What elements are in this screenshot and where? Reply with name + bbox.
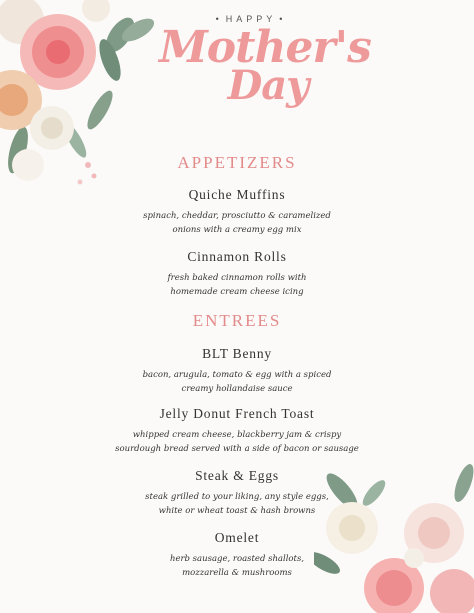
menu-item xyxy=(60,249,414,299)
menu-item-name: Quiche Muffins xyxy=(188,187,286,202)
menu-item xyxy=(60,530,414,580)
menu-item xyxy=(60,187,414,237)
menu-item-description: herb sausage, roasted shallots, xyxy=(169,554,305,564)
menu-item-description: creamy hollandaise sauce xyxy=(181,384,293,394)
header-happy-text: HAPPY xyxy=(225,14,277,24)
bullet-icon: • xyxy=(215,14,223,24)
header-title-line2: Day xyxy=(227,62,309,109)
menu-item-description: steak grilled to your liking, any style eggs, xyxy=(145,492,329,502)
menu-item-name: Jelly Donut French Toast xyxy=(159,406,315,421)
menu-item-name: Omelet xyxy=(214,530,260,545)
menu-header xyxy=(0,14,474,109)
menu-item-description: sourdough bread served with a side of bacon or sausage xyxy=(115,444,359,454)
menu-item-description: whipped cream cheese, blackberry jam & crispy xyxy=(132,430,342,440)
menu-item-name: Cinnamon Rolls xyxy=(187,249,287,264)
section-title-appetizers: APPETIZERS xyxy=(177,153,297,172)
menu-item xyxy=(40,406,434,456)
menu-item-name: BLT Benny xyxy=(202,346,272,361)
header-title-line1: Mother's xyxy=(159,22,371,73)
menu-item-description: homemade cream cheese icing xyxy=(170,287,304,297)
menu-item xyxy=(60,346,414,396)
menu-item xyxy=(60,468,414,518)
menu-item-description: white or wheat toast & hash browns xyxy=(158,506,316,516)
menu-item-description: fresh baked cinnamon rolls with xyxy=(167,273,307,283)
menu-item-description: bacon, arugula, tomato & egg with a spiced xyxy=(142,370,332,380)
menu-item-description: spinach, cheddar, prosciutto & caramelized xyxy=(143,211,331,221)
menu-item-description: mozzarella & mushrooms xyxy=(182,568,292,578)
section-title-entrees: ENTREES xyxy=(192,311,282,330)
menu-item-description: onions with a creamy egg mix xyxy=(172,225,302,235)
menu-item-name: Steak & Eggs xyxy=(195,468,279,483)
bullet-icon: • xyxy=(279,14,287,24)
